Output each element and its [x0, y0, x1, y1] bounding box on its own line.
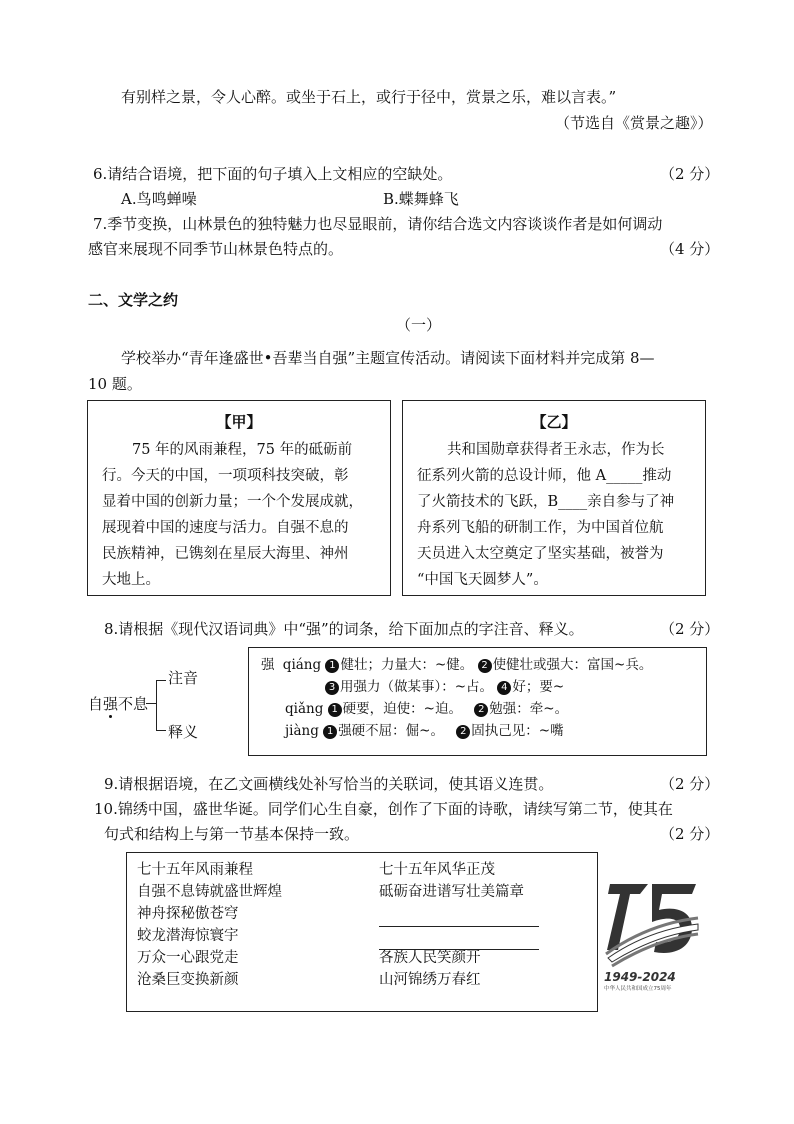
- poem-line: 沧桑巨变换新颜: [137, 972, 239, 988]
- number-3-icon: 3: [325, 681, 339, 695]
- poem-line: 蛟龙潜海惊寰宇: [137, 928, 239, 944]
- answer-blank-2[interactable]: [379, 949, 539, 950]
- number-1-icon: 1: [323, 725, 337, 739]
- bracket: [156, 680, 157, 730]
- poem-line: 砥砺奋进谱写壮美篇章: [379, 884, 524, 900]
- poem-box: [126, 852, 598, 1012]
- poem-line: 万众一心跟党走: [137, 950, 239, 966]
- box-jia-text: [102, 437, 363, 593]
- anniversary-logo: [604, 880, 700, 1000]
- poem-blank: [379, 903, 524, 925]
- poem-line: 七十五年风华正茂: [379, 862, 495, 878]
- label-meaning: 释义: [168, 723, 199, 741]
- question-7-line2: 感官来展现不同季节山林景色特点的。: [88, 240, 344, 258]
- bracket-stem: [146, 703, 156, 704]
- seventy-five-logo-icon: [604, 880, 700, 970]
- box-jia-line: 展现着中国的速度与活力。自强不息的: [102, 520, 349, 536]
- option-a: A.鸟鸣蝉噪: [121, 190, 197, 208]
- poem-line: 各族人民笑颜开: [379, 950, 481, 966]
- question-6-score: （2 分）: [660, 165, 720, 183]
- question-6: 6.请结合语境，把下面的句子填入上文相应的空缺处。: [93, 165, 453, 183]
- poem-stanza-2: [379, 859, 524, 991]
- box-jia-line: 行。今天的中国，一项项科技突破，彰: [102, 468, 349, 484]
- poem-blank: [379, 925, 524, 947]
- question-10-line2: 句式和结构上与第一节基本保持一致。: [104, 825, 360, 843]
- box-yi-line: “中国飞天圆梦人”。: [417, 572, 548, 588]
- bracket-top: [156, 680, 166, 681]
- number-1-icon: 1: [325, 659, 339, 673]
- section-intro-line2: 10 题。: [88, 375, 142, 393]
- poem-stanza-1: [137, 859, 282, 991]
- question-10-score: （2 分）: [660, 825, 720, 843]
- question-8: 8.请根据《现代汉语词典》中“强”的词条，给下面加点的字注音、释义。: [104, 620, 584, 638]
- box-yi-line: 舟系列飞船的研制工作，为中国首位航: [417, 520, 664, 536]
- material-box-yi: [402, 400, 706, 596]
- logo-years: 1949-2024: [604, 970, 676, 984]
- number-2-icon: 2: [474, 703, 488, 717]
- dotted-char: 强: [103, 695, 119, 713]
- number-2-icon: 2: [456, 725, 470, 739]
- poem-line: 七十五年风雨兼程: [137, 862, 253, 878]
- box-yi-line: 共和国勋章获得者王永志，作为长: [447, 442, 665, 458]
- logo-caption: 中华人民共和国成立75周年: [604, 986, 672, 992]
- passage-source: （节选自《赏景之趣》）: [555, 114, 713, 132]
- passage-line: 有别样之景，令人心醉。或坐于石上，或行于径中，赏景之乐，难以言表。”: [121, 88, 617, 106]
- number-4-icon: 4: [497, 681, 511, 695]
- number-1-icon: 1: [328, 703, 342, 717]
- number-2-icon: 2: [478, 659, 492, 673]
- box-jia-line: 显着中国的创新力量；一个个发展成就，: [102, 494, 363, 510]
- option-b: B.蝶舞蜂飞: [383, 190, 459, 208]
- box-jia-line: 民族精神，已镌刻在星辰大海里、神州: [102, 546, 349, 562]
- label-pinyin: 注音: [168, 669, 199, 687]
- poem-line: 自强不息铸就盛世辉煌: [137, 884, 282, 900]
- question-9-score: （2 分）: [660, 775, 720, 793]
- box-yi-line: 天员进入太空奠定了坚实基础，被誉为: [417, 546, 664, 562]
- material-box-jia: [87, 400, 391, 596]
- section-intro-line1: 学校举办“青年逢盛世•吾辈当自强”主题宣传活动。请阅读下面材料并完成第 8—: [121, 349, 655, 367]
- section-subheading: （一）: [396, 316, 442, 334]
- box-yi-line: 了火箭技术的飞跃，B____亲自参与了神: [417, 494, 675, 510]
- question-10-line1: 10.锦绣中国，盛世华诞。同学们心生自豪，创作了下面的诗歌，请续写第二节，使其在: [94, 800, 673, 818]
- box-yi-line: 征系列火箭的总设计师，他 A_____推动: [417, 468, 672, 484]
- question-7-line1: 7.季节变换，山林景色的独特魅力也尽显眼前，请你结合选文内容谈谈作者是如何调动: [93, 215, 663, 233]
- box-jia-line: 75 年的风雨兼程，75 年的砥砺前: [132, 442, 353, 458]
- target-word: 自强不息: [88, 695, 149, 713]
- box-yi-text: [417, 437, 674, 593]
- box-yi-title: 【乙】: [531, 413, 577, 431]
- section-heading: 二、文学之约: [88, 291, 179, 309]
- box-jia-title: 【甲】: [216, 413, 262, 431]
- poem-line: 山河锦绣万春红: [379, 972, 481, 988]
- dictionary-entry: 强 qiáng 1 健壮；力量大：~健。 2 使健壮或强大：富国~兵。 3 用强力（做某事）：~占。 4 好；要~ qiǎng 1 硬要，迫使：~迫。 2 勉强：牵~。 jiàng 1 强硬不屈：倔~。 2 固执己见：~嘴: [261, 657, 653, 739]
- answer-blank-1[interactable]: [379, 926, 539, 927]
- dictionary-entry-box: [248, 647, 707, 756]
- box-jia-line: 大地上。: [102, 572, 160, 588]
- question-7-score: （4 分）: [660, 240, 720, 258]
- poem-line: 神舟探秘傲苍穹: [137, 906, 239, 922]
- question-8-score: （2 分）: [660, 620, 720, 638]
- bracket-bottom: [156, 730, 166, 731]
- question-9: 9.请根据语境，在乙文画横线处补写恰当的关联词，使其语义连贯。: [104, 775, 554, 793]
